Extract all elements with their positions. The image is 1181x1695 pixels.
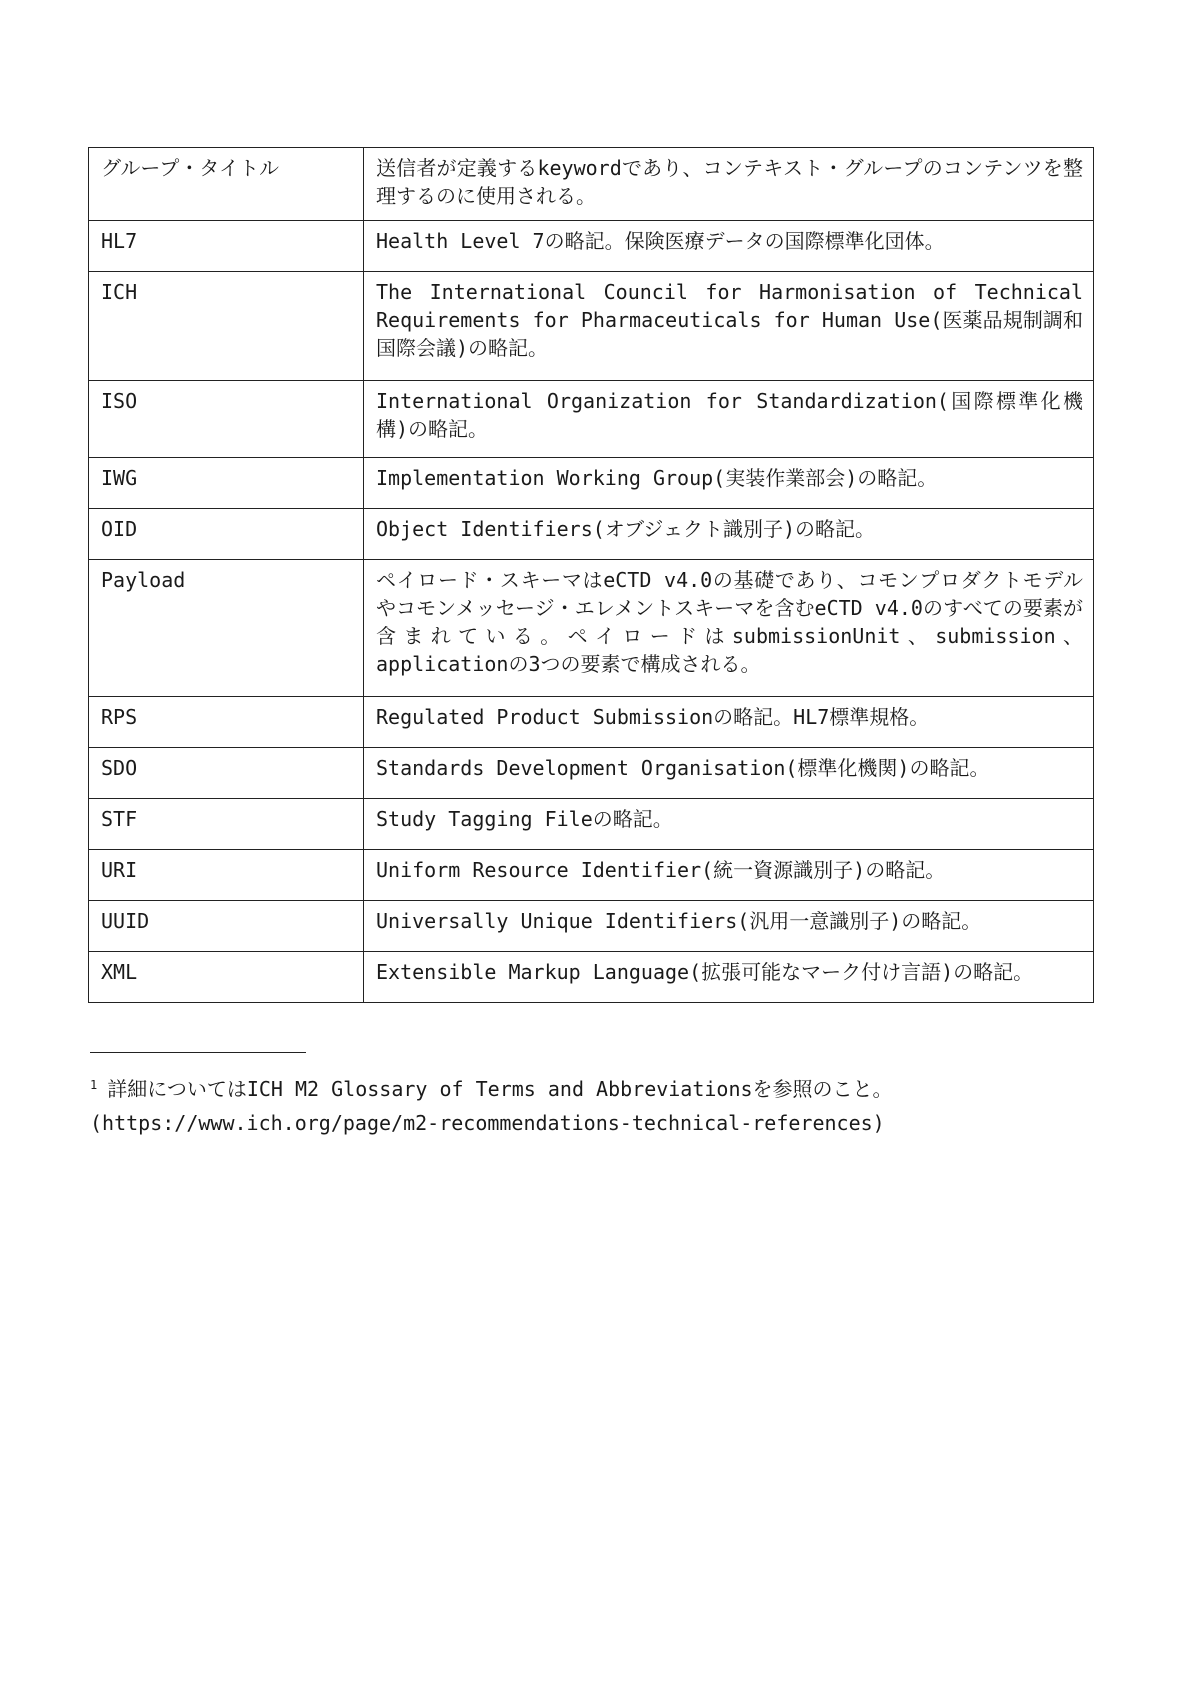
term-cell: Payload bbox=[89, 560, 364, 697]
definition-cell: Standards Development Organisation(標準化機関)の略記。 bbox=[364, 748, 1094, 799]
table-row bbox=[89, 952, 1094, 1003]
definition-cell: Implementation Working Group(実装作業部会)の略記。 bbox=[364, 458, 1094, 509]
definition-cell: Universally Unique Identifiers(汎用一意識別子)の略記。 bbox=[364, 901, 1094, 952]
footnote-line bbox=[90, 1072, 893, 1106]
term-cell: URI bbox=[89, 850, 364, 901]
table-row bbox=[89, 509, 1094, 560]
table-row bbox=[89, 748, 1094, 799]
term-cell: UUID bbox=[89, 901, 364, 952]
definition-cell: 送信者が定義するkeywordであり、コンテキスト・グループのコンテンツを整理するのに使用される。 bbox=[364, 148, 1094, 221]
table-row bbox=[89, 272, 1094, 381]
table-row bbox=[89, 850, 1094, 901]
footnote-url: (https://www.ich.org/page/m2-recommendations-technical-references) bbox=[90, 1111, 885, 1135]
term-cell: ISO bbox=[89, 381, 364, 458]
footnote-text: 詳細についてはICH M2 Glossary of Terms and Abbreviationsを参照のこと。 bbox=[107, 1077, 893, 1101]
term-cell: ICH bbox=[89, 272, 364, 381]
table-row bbox=[89, 221, 1094, 272]
table-row bbox=[89, 381, 1094, 458]
definition-cell: Extensible Markup Language(拡張可能なマーク付け言語)の略記。 bbox=[364, 952, 1094, 1003]
term-cell: RPS bbox=[89, 697, 364, 748]
definition-cell: Object Identifiers(オブジェクト識別子)の略記。 bbox=[364, 509, 1094, 560]
footnote-separator bbox=[90, 1052, 306, 1053]
term-cell: SDO bbox=[89, 748, 364, 799]
definition-cell: Uniform Resource Identifier(統一資源識別子)の略記。 bbox=[364, 850, 1094, 901]
table-row bbox=[89, 901, 1094, 952]
footnote-marker: 1 bbox=[90, 1078, 98, 1092]
table-row bbox=[89, 458, 1094, 509]
term-cell: STF bbox=[89, 799, 364, 850]
definition-cell: International Organization for Standardization(国際標準化機構)の略記。 bbox=[364, 381, 1094, 458]
definition-cell: Regulated Product Submissionの略記。HL7標準規格。 bbox=[364, 697, 1094, 748]
term-cell: XML bbox=[89, 952, 364, 1003]
term-cell: HL7 bbox=[89, 221, 364, 272]
glossary-table bbox=[88, 147, 1094, 1003]
table-row bbox=[89, 799, 1094, 850]
definition-cell: The International Council for Harmonisation of Technical Requirements for Pharmaceuticals for Human Use(医薬品規制調和国際会議)の略記。 bbox=[364, 272, 1094, 381]
term-cell: OID bbox=[89, 509, 364, 560]
table-row bbox=[89, 148, 1094, 221]
footnote bbox=[90, 1072, 893, 1140]
definition-cell: Study Tagging Fileの略記。 bbox=[364, 799, 1094, 850]
table-row bbox=[89, 560, 1094, 697]
definition-cell: Health Level 7の略記。保険医療データの国際標準化団体。 bbox=[364, 221, 1094, 272]
definition-cell: ペイロード・スキーマはeCTD v4.0の基礎であり、コモンプロダクトモデルやコモンメッセージ・エレメントスキーマを含むeCTD v4.0のすべての要素が含まれている。ペイロードはsubmissionUnit、submission、applicationの3つの要素で構成される。 bbox=[364, 560, 1094, 697]
term-cell: グループ・タイトル bbox=[89, 148, 364, 221]
term-cell: IWG bbox=[89, 458, 364, 509]
table-row bbox=[89, 697, 1094, 748]
